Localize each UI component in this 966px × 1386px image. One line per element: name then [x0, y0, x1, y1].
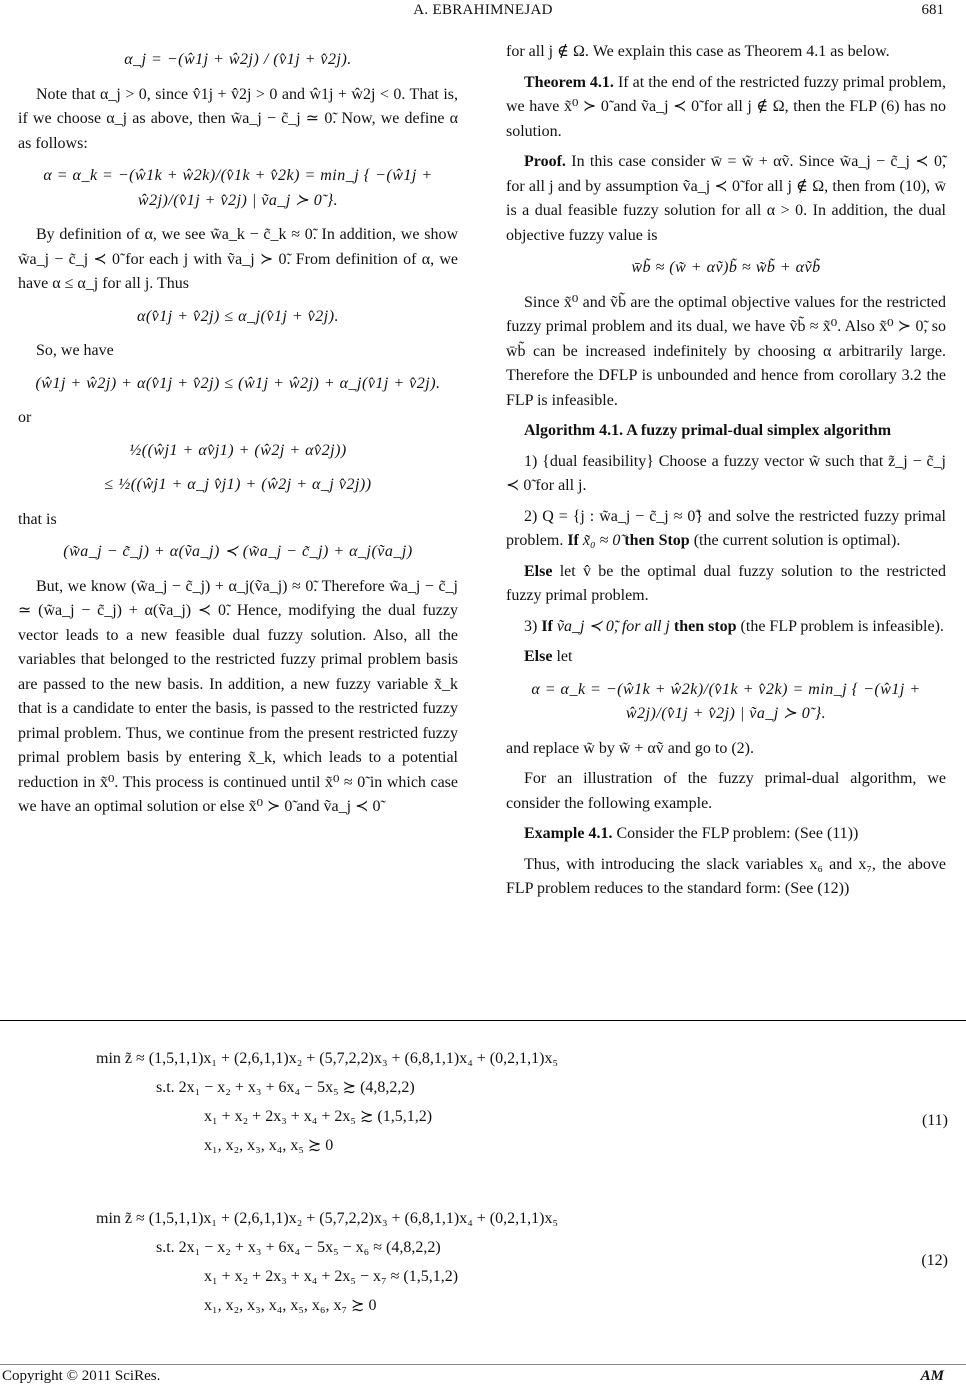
copyright: Copyright © 2011 SciRes.: [2, 1368, 161, 1384]
example-label: Example 4.1.: [524, 825, 613, 842]
paragraph: Thus, with introducing the slack variables x₆ and x₇, the above FLP problem reduces to the standard form: (See (12)): [506, 855, 946, 897]
algorithm-title: Algorithm 4.1. A fuzzy primal-dual simplex algorithm: [524, 422, 892, 439]
equation-11-constraint-1: s.t. 2x₁ − x₂ + x₃ + 6x₄ − 5x₅ ≿ (4,8,2,2): [156, 1079, 415, 1096]
page-number: 681: [921, 2, 944, 18]
equation-dual-objective: w̄b̃ ≈ (w̃ + αṽ)b̃ ≈ w̃b̃ + αṽb̃: [631, 259, 821, 276]
paragraph: for all j ∉ Ω. We explain this case as Theorem 4.1 as below.: [506, 43, 890, 60]
equation-11-nonnegativity: x₁, x₂, x₃, x₄, x₅ ≿ 0: [204, 1137, 334, 1154]
equation-12-constraint-2: x₁ + x₂ + 2x₃ + x₄ + 2x₅ − x₇ ≈ (1,5,1,2): [204, 1268, 459, 1285]
journal-abbrev: AM: [920, 1368, 944, 1384]
paragraph: and replace w̃ by w̃ + αṽ and go to (2).: [506, 739, 754, 757]
left-column: [18, 40, 458, 826]
paragraph: For an illustration of the fuzzy primal-dual algorithm, we consider the following example.: [506, 770, 946, 812]
paragraph: By definition of α, we see w̃a_k − c̃_k ≈ 0̃. In addition, we show w̃a_j − c̃_j ≺ 0̃ for each j with ṽa_j ≻ 0̃. From definition of α, we have α ≤ α_j for all j. Thus: [18, 226, 458, 292]
paragraph: that is: [18, 510, 57, 528]
paragraph: Note that α_j > 0, since v̂1j + v̂2j > 0 and ŵ1j + ŵ2j < 0. That is, if we choose α_j as above, then w̃a_j − c̃_j ≃ 0̃. Now, we define α as follows:: [18, 85, 458, 152]
equation-half-sum-2: ≤ ½((ŵj1 + α_j v̂j1) + (ŵ2j + α_j v̂2j)): [104, 476, 372, 493]
example: Example 4.1. Consider the FLP problem: (See (11)): [524, 825, 859, 842]
equation-alpha-j: α_j = −(ŵ1j + ŵ2j) / (v̂1j + v̂2j).: [124, 51, 352, 68]
paragraph: But, we know (w̃a_j − c̃_j) + α_j(ṽa_j) ≈ 0̃. Therefore w̃a_j − c̃_j ≃ (w̃a_j − c̃_j) + α(ṽa_j) ≺ 0̃. Hence, modifying the dual fuzzy vector leads to a new feasible dual fuzzy solution. Also, all the variables that belonged to the restricted fuzzy primal problem basis are passed to the new basis. In addition, a new fuzzy variable x̃_k that is a candidate to enter the basis, is passed to the restricted fuzzy primal problem. Thus, we continue from the present restricted fuzzy primal problem basis by entering x̃_k, which leads to a potential reduction in x̃⁰. This process is continued until x̃⁰ ≈ 0̃ in which case we have an optimal solution or else x̃⁰ ≻ 0̃ and ṽa_j ≺ 0̃: [18, 577, 458, 815]
footer-divider: [0, 1364, 966, 1365]
algorithm-step-3: 3) If ṽa_j ≺ 0̃, for all j then stop (the FLP problem is infeasible).: [524, 617, 944, 635]
equation-12-number: (12): [921, 1252, 948, 1269]
equation-inequality: (ŵ1j + ŵ2j) + α(v̂1j + v̂2j) ≤ (ŵ1j + ŵ2j) + α_j(v̂1j + v̂2j).: [35, 374, 441, 392]
proof-label: Proof.: [524, 153, 566, 170]
page-header: [0, 2, 966, 24]
equation-fuzzy-inequality: (w̃a_j − c̃_j) + α(ṽa_j) ≺ (w̃a_j − c̃_j) + α_j(ṽa_j): [63, 543, 413, 560]
proof-text: In this case consider w̄ = w̃ + αṽ. Since w̃a_j − c̃_j ≺ 0̃, for all j and by assumption ṽa_j ≺ 0̃ for all j ∉ Ω, then from (10), w̄ is a dual feasible fuzzy solution for all α > 0. In addition, the dual objective fuzzy value is: [506, 153, 946, 244]
equation-11-constraint-2: x₁ + x₂ + 2x₃ + x₄ + 2x₅ ≿ (1,5,1,2): [204, 1108, 433, 1125]
theorem-text: If at the end of the restricted fuzzy primal problem, we have x̃⁰ ≻ 0̃ and ṽa_j ≺ 0̃ for all j ∉ Ω, then the FLP (6) has no solution.: [506, 73, 946, 140]
paragraph: or: [18, 409, 32, 426]
proof: [506, 150, 946, 248]
right-column: [506, 40, 946, 908]
equation-12-nonnegativity: x₁, x₂, x₃, x₄, x₅, x₆, x₇ ≿ 0: [204, 1297, 377, 1314]
equation-12-constraint-1: s.t. 2x₁ − x₂ + x₃ + 6x₄ − 5x₅ − x₆ ≈ (4,8,2,2): [156, 1239, 441, 1256]
equation-11-number: (11): [921, 1112, 948, 1129]
algorithm-else-2: Else let: [524, 648, 573, 665]
paragraph: Since x̃⁰ and ṽb̃ are the optimal objective values for the restricted fuzzy primal problem and its dual, we have ṽb̃ ≈ x̃⁰. Also x̃⁰ ≻ 0̃, so w̄b̃ can be increased indefinitely by choosing α arbitrarily large. Therefore the DFLP is unbounded and hence from corollary 3.2 the FLP is infeasible.: [506, 293, 946, 409]
equation-inequality: α(v̂1j + v̂2j) ≤ α_j(v̂1j + v̂2j).: [136, 307, 340, 325]
equation-alpha-update: α = α_k = −(ŵ1k + ŵ2k)/(v̂1k + v̂2k) = min_j { −(ŵ1j + ŵ2j)/(v̂1j + v̂2j) | ṽa_j ≻ 0̃ }.: [531, 680, 921, 722]
equation-half-sum-1: ½((ŵj1 + αv̂j1) + (ŵ2j + αv̂2j)): [129, 441, 347, 459]
section-divider: [0, 1020, 966, 1021]
paragraph: So, we have: [36, 342, 114, 359]
equation-11-objective: min z̃ ≈ (1,5,1,1)x₁ + (2,6,1,1)x₂ + (5,7,2,2)x₃ + (6,8,1,1)x₄ + (0,2,1,1)x₅: [96, 1050, 559, 1067]
running-head-author: A. EBRAHIMNEJAD: [413, 2, 553, 18]
algorithm-step-1: 1) {dual feasibility} Choose a fuzzy vector w̃ such that z̃_j − c̃_j ≺ 0̃ for all j.: [506, 452, 946, 494]
algorithm-step-2: 2) Q = {j : w̃a_j − c̃_j ≈ 0̃} and solve the restricted fuzzy primal problem. If x̃₀ ≈ 0̃ then Stop (the current solution is optimal).: [506, 507, 946, 549]
theorem-label: Theorem 4.1.: [524, 73, 614, 91]
equation-12-block: [96, 1204, 796, 1320]
equation-12-objective: min z̃ ≈ (1,5,1,1)x₁ + (2,6,1,1)x₂ + (5,7,2,2)x₃ + (6,8,1,1)x₄ + (0,2,1,1)x₅: [96, 1210, 559, 1227]
algorithm-else-1: Else let v̂ be the optimal dual fuzzy solution to the restricted fuzzy primal problem.: [506, 562, 946, 604]
equation-11-block: [96, 1044, 796, 1160]
equation-alpha-definition: α = α_k = −(ŵ1k + ŵ2k)/(v̂1k + v̂2k) = min_j { −(ŵ1j + ŵ2j)/(v̂1j + v̂2j) | ṽa_j ≻ 0̃ }.: [43, 167, 433, 209]
theorem: [506, 71, 946, 145]
